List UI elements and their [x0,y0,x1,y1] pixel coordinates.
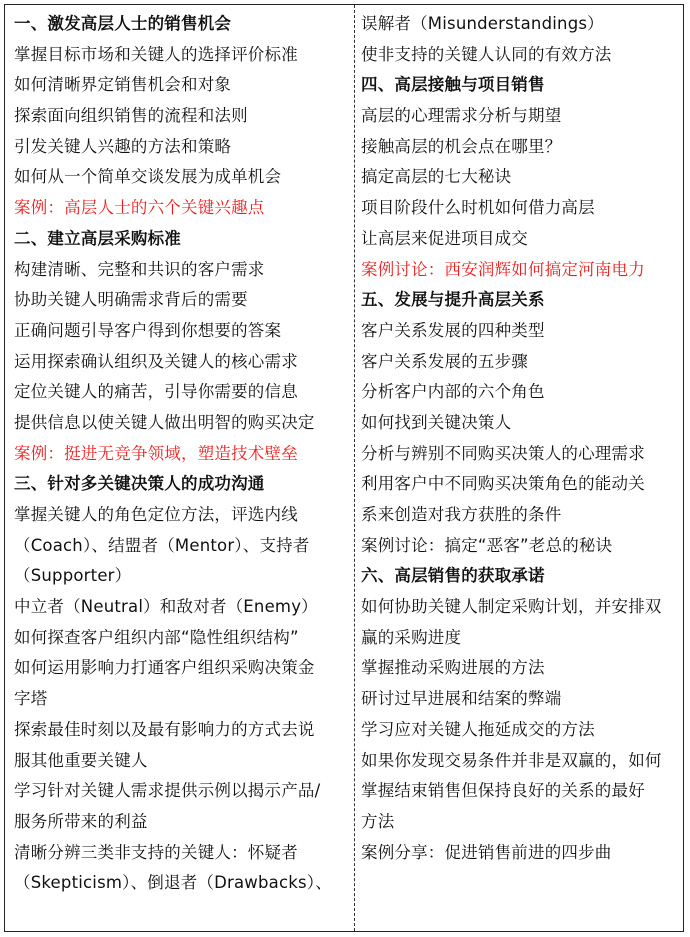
outline-line: 赢的采购进度 [361,627,462,647]
outline-line: 学习针对关键人需求提供示例以揭示产品/ [14,781,321,801]
outline-line: 误解者（Misunderstandings） [361,14,604,33]
outline-line: 探索面向组织销售的流程和法则 [14,106,248,126]
outline-line: 服其他重要关键人 [14,750,148,770]
outline-line: 客户关系发展的四种类型 [361,320,545,340]
outline-line: 案例分享：促进销售前进的四步曲 [361,842,612,862]
outline-line: 清晰分辨三类非支持的关键人：怀疑者 [14,842,298,862]
outline-line: 项目阶段什么时机如何借力高层 [361,198,595,218]
outline-line: 高层的心理需求分析与期望 [361,106,562,126]
outline-line: 如何协助关键人制定采购计划，并安排双 [361,597,662,617]
left-column [14,9,350,899]
outline-line: 如何探查客户组织内部“隐性组织结构” [14,627,299,647]
section-heading: 六、高层销售的获取承诺 [361,566,545,586]
outline-line: 利用客户中不同购买决策角色的能动关 [361,474,645,494]
outline-line: 运用探索确认组织及关键人的核心需求 [14,351,298,371]
outline-line: （Skepticism）、倒退者（Drawbacks）、 [14,873,332,893]
outline-line: 掌握关键人的角色定位方法，评选内线 [14,505,298,524]
case-highlight-line: 案例：挺进无竞争领域，塑造技术壁垒 [14,443,298,463]
outline-line: 如何清晰界定销售机会和对象 [14,75,232,95]
outline-line: 引发关键人兴趣的方法和策略 [14,136,232,156]
outline-line: （Coach）、结盟者（Mentor）、支持者 [14,535,310,555]
outline-line: 定位关键人的痛苦，引导你需要的信息 [14,382,298,402]
case-highlight-line: 案例讨论：西安润辉如何搞定河南电力 [361,259,645,279]
outline-line: 搞定高层的七大秘诀 [361,167,512,187]
section-heading: 一、激发高层人士的销售机会 [14,14,232,33]
outline-line: 接触高层的机会点在哪里？ [361,136,562,156]
outline-line: 字塔 [14,689,48,709]
outline-line: 提供信息以使关键人做出明智的购买决定 [14,412,315,432]
outline-line: 如何找到关键决策人 [361,412,512,432]
outline-line: 服务所带来的利益 [14,811,148,831]
outline-line: 客户关系发展的五步骤 [361,351,528,371]
outline-line: 构建清晰、完整和共识的客户需求 [14,259,265,279]
outline-line: 系来创造对我方获胜的条件 [361,505,562,524]
course-outline-table [4,4,684,932]
column-divider [354,5,355,931]
section-heading: 五、发展与提升高层关系 [361,290,545,310]
outline-line: 探索最佳时刻以及最有影响力的方式去说 [14,719,315,739]
outline-line: 方法 [361,811,395,831]
outline-line: 如何从一个简单交谈发展为成单机会 [14,167,282,187]
outline-line: 如果你发现交易条件并非是双赢的，如何 [361,750,662,770]
section-heading: 四、高层接触与项目销售 [361,75,545,95]
outline-line: 正确问题引导客户得到你想要的答案 [14,320,282,340]
outline-line: 掌握目标市场和关键人的选择评价标准 [14,44,298,64]
outline-line: 学习应对关键人拖延成交的方法 [361,719,595,739]
outline-line: 案例讨论：搞定“恶客”老总的秘诀 [361,535,613,555]
outline-line: 掌握结束销售但保持良好的关系的最好 [361,781,645,801]
outline-line: 使非支持的关键人认同的有效方法 [361,44,612,64]
outline-line: 中立者（Neutral）和敌对者（Enemy） [14,597,318,617]
outline-line: 让高层来促进项目成交 [361,228,528,248]
outline-line: 掌握推动采购进展的方法 [361,658,545,678]
outline-line: 分析客户内部的六个角色 [361,382,545,402]
outline-line: 协助关键人明确需求背后的需要 [14,290,248,310]
right-column [361,9,679,868]
outline-line: 研讨过早进展和结案的弊端 [361,689,562,709]
section-heading: 三、针对多关键决策人的成功沟通 [14,474,265,494]
case-highlight-line: 案例：高层人士的六个关键兴趣点 [14,198,265,218]
section-heading: 二、建立高层采购标准 [14,228,181,248]
outline-line: 如何运用影响力打通客户组织采购决策金 [14,658,315,678]
outline-line: （Supporter） [14,566,132,586]
outline-line: 分析与辨别不同购买决策人的心理需求 [361,443,645,463]
